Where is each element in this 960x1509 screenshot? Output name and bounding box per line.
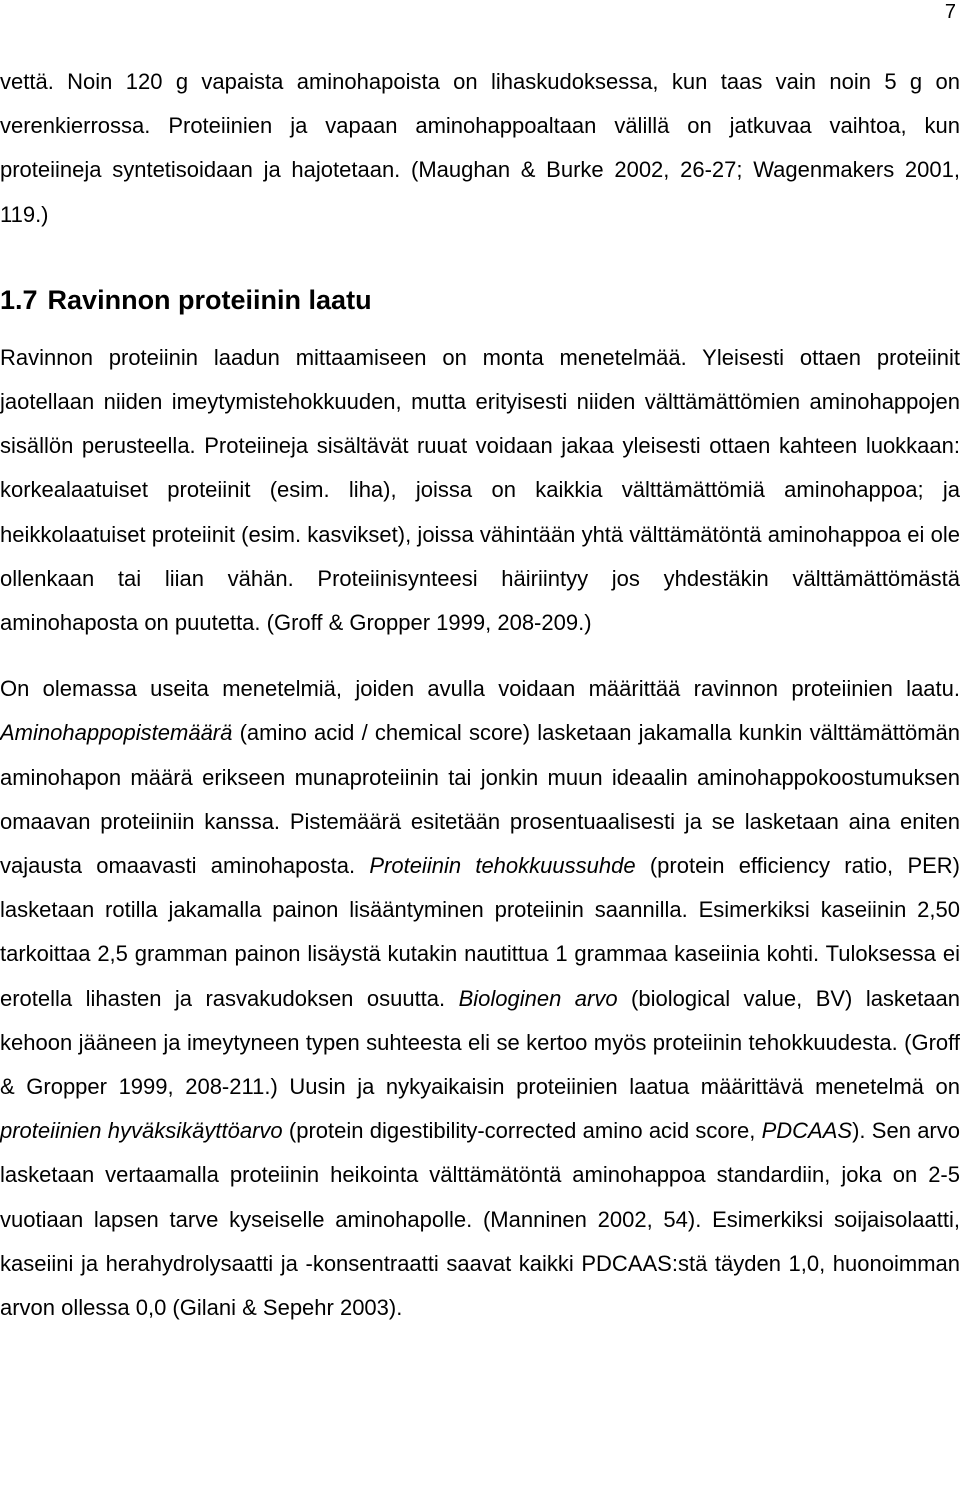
paragraph-quality-methods bbox=[0, 667, 960, 1330]
term-protein-efficiency-ratio: Proteiinin tehokkuussuhde bbox=[369, 853, 636, 879]
term-biological-value: Biologinen arvo bbox=[458, 985, 618, 1011]
text-segment: (protein digestibility-corrected amino acid score, bbox=[282, 1118, 762, 1144]
text-segment: (amino acid / chemical score) lasketaan jakamalla kunkin välttämättömän aminohapon määrä erikseen munaproteiinin tai jonkin muun ideaalin aminohappokoostumuksen omaavan proteiiniin kanssa. Pistemäärä esitetään prosentuaalisesti ja se lasketaan aina eniten vajausta omaavasti aminohaposta. bbox=[0, 720, 960, 879]
section-number: 1.7 bbox=[0, 284, 38, 315]
term-amino-acid-score: Aminohappopistemäärä bbox=[0, 720, 233, 746]
text-segment: (biological value, BV) lasketaan kehoon jääneen ja imeytyneen typen suhteesta eli se kertoo myös proteiinin tehokkuudesta. (Groff & Gropper 1999, 208-211.) Uusin ja nykyaikaisin proteiinien laatua määrittävä menetelmä on bbox=[0, 985, 960, 1100]
paragraph-protein-quality: Ravinnon proteiinin laadun mittaamiseen on monta menetelmää. Yleisesti ottaen proteiinit jaotellaan niiden imeytymistehokkuuden, mutta erityisesti niiden välttämättömien aminohappojen sisällön perusteella. Proteiineja sisältävät ruuat voidaan jakaa yleisesti ottaen kahteen luokkaan: korkealaatuiset proteiinit (esim. liha), joissa on kaikkia välttämättömiä aminohappoa; ja heikkolaatuiset proteiinit (esim. kasvikset), joissa vähintään yhtä välttämätöntä aminohappoa ei ole ollenkaan tai liian vähän. Proteiinisynteesi häiriintyy jos yhdestäkin välttämättömästä aminohaposta on puutetta. (Groff & Gropper 1999, 208-209.) bbox=[0, 344, 960, 636]
section-title: Ravinnon proteiinin laatu bbox=[47, 284, 372, 315]
text-segment: (protein efficiency ratio, PER) lasketaan rotilla jakamalla painon lisääntyminen proteiinin saannilla. Esimerkiksi kaseiinin 2,50 tarkoittaa 2,5 gramman painon lisäystä kutakin nautittua 1 grammaa kaseiinia kohti. Tuloksessa ei erotella lihasten ja rasvakudoksen osuutta. bbox=[0, 853, 960, 1011]
term-pdcaas: PDCAAS bbox=[761, 1118, 853, 1144]
text-segment: On olemassa useita menetelmiä, joiden avulla voidaan määrittää ravinnon proteiinien laatu. bbox=[0, 676, 960, 702]
document-body bbox=[0, 60, 960, 1330]
text-segment: ). Sen arvo lasketaan vertaamalla proteiinin heikointa välttämätöntä aminohappoa standardiin, joka on 2-5 vuotiaan lapsen tarve kyseiselle aminohapolle. (Manninen 2002, 54). Esimerkiksi soijaisolaatti, kaseiini ja herahydrolysaatti ja -konsentraatti saavat kaikki PDCAAS:stä täyden 1,0, huonoimman arvon ollessa 0,0 (Gilani & Sepehr 2003). bbox=[0, 1118, 960, 1321]
section-heading bbox=[0, 282, 960, 318]
page-number: 7 bbox=[944, 1, 956, 23]
paragraph-spacer bbox=[0, 645, 960, 667]
term-pdcaas-finnish: proteiinien hyväksikäyttöarvo bbox=[0, 1118, 283, 1144]
paragraph-free-amino-acids: vettä. Noin 120 g vapaista aminohapoista on lihaskudoksessa, kun taas vain noin 5 g on verenkierrossa. Proteiinien ja vapaan aminohappoaltaan välillä on jatkuvaa vaihtoa, kun proteiineja syntetisoidaan ja hajotetaan. (Maughan & Burke 2002, 26-27; Wagenmakers 2001, 119.) bbox=[0, 69, 960, 227]
